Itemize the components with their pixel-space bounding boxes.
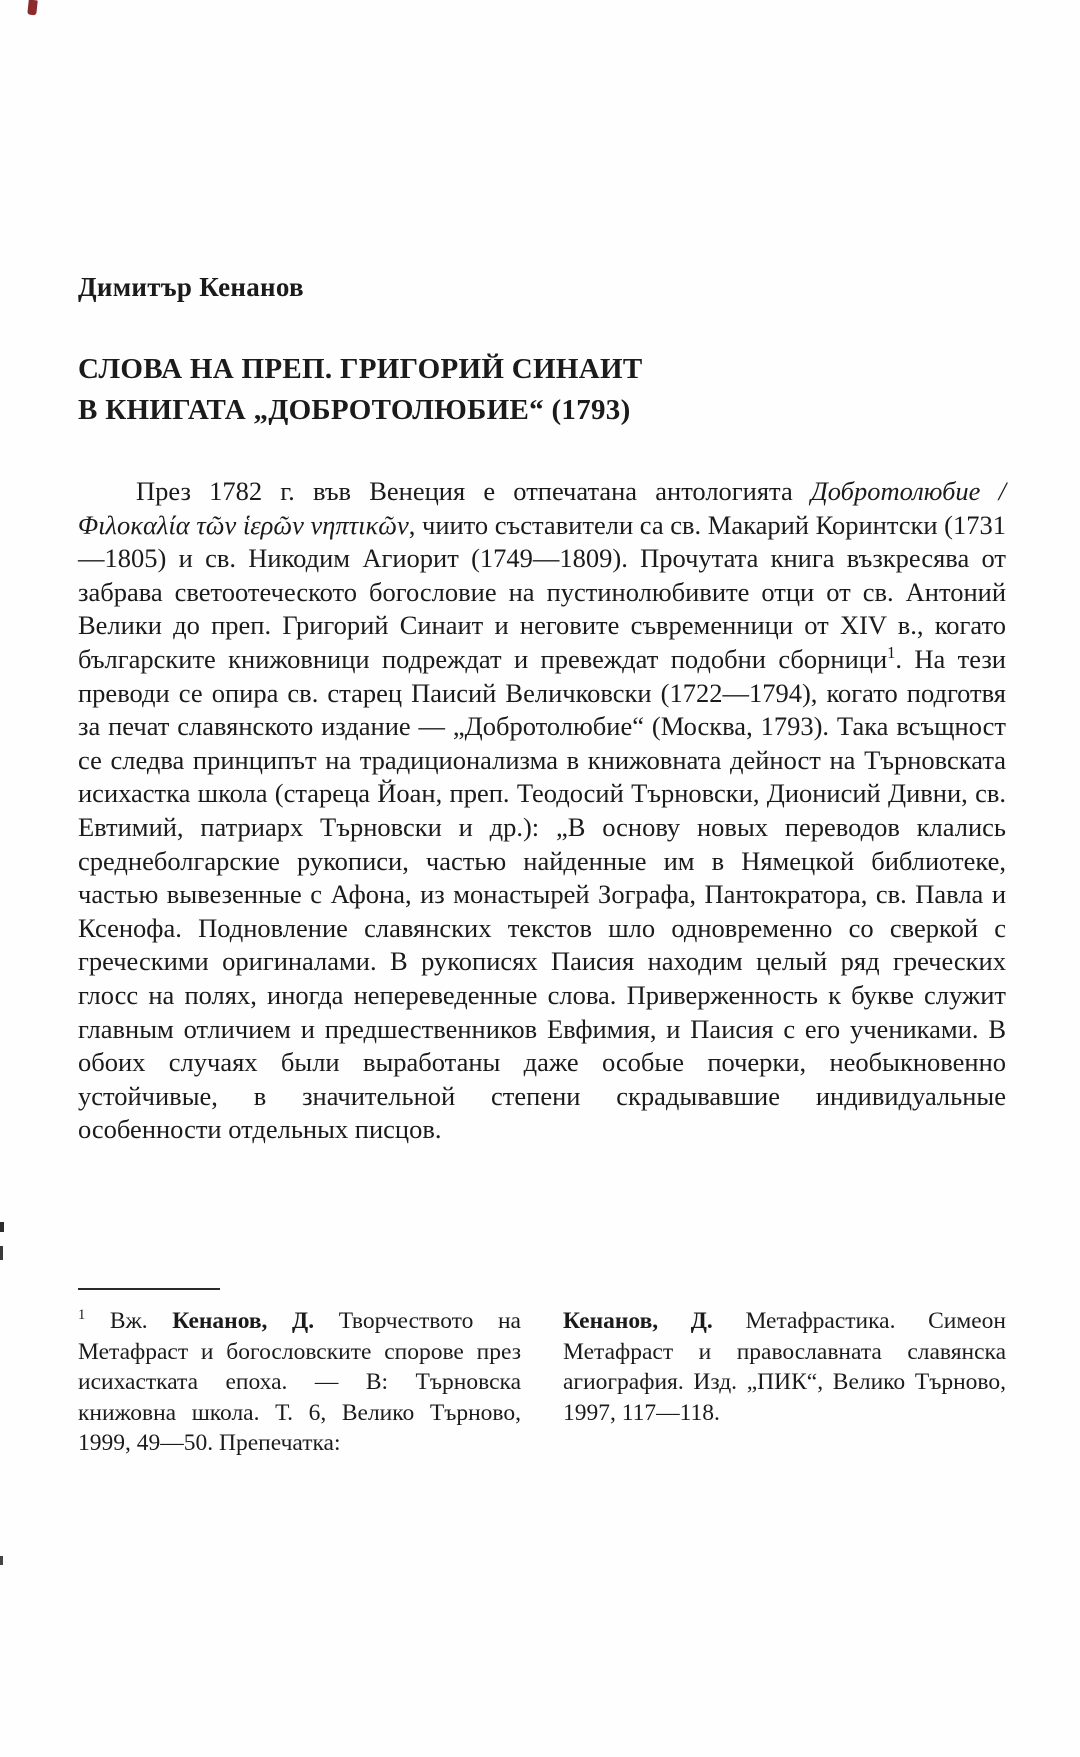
scan-artifact <box>27 0 38 15</box>
footnotes-section <box>78 1288 1006 1459</box>
title-line-1: СЛОВА НА ПРЕП. ГРИГОРИЙ СИНАИТ <box>78 353 643 385</box>
scan-artifact <box>0 1222 4 1232</box>
footnote-left-column: $^1$ Вж. Кенанов, Д. Творчеството на Метафраст и богословските спорове през исихастката епоха. — В: Търновска книжовна школа. Т. 6, Велико Търново, 1999, 49—50. Препечатка: <box>78 1307 521 1456</box>
title-line-2: В КНИГАТА „ДОБРОТОЛЮБИЕ“ (1793) <box>78 394 631 426</box>
footnote-right-column: Кенанов, Д. Метафрастика. Симеон Метафраст и православната славянска агиография. Изд. „ПИК“, Велико Търново, 1997, 117—118. <box>563 1308 1006 1426</box>
page-content <box>78 272 1006 1147</box>
article-title <box>78 349 1006 431</box>
scan-artifact <box>0 1246 3 1260</box>
author: Димитър Кенанов <box>78 272 304 302</box>
scan-artifact <box>0 1556 3 1565</box>
footnote-separator-rule <box>78 1288 220 1290</box>
footnote-columns <box>78 1306 1006 1459</box>
body-paragraph: През 1782 г. във Венеция е отпечатана антологията Добротолюбие / Φιλοκαλία τῶν ἱερῶν νηπτικῶν, чиито съставители са св. Макарий Коринтски (1731—1805) и св. Никодим Агиорит (1749—1809). Прочутата книга възкресява от забрава светоотеческото богословие на пустинолюбивите отци от св. Антоний Велики до преп. Григорий Синаит и неговите съвременници от XIV в., когато българските книжовници подреждат и превеждат подобни сборници$^1$. На тези преводи се опира св. старец Паисий Величковски (1722—1794), когато подготвя за печат славянското издание — „Добротолюбие“ (Москва, 1793). Така всъщност се следва принципът на традиционализма в книжовната дейност на Търновската исихастка школа (стареца Йоан, преп. Теодосий Търновски, Дионисий Дивни, св. Евтимий, патриарх Търновски и др.): „В основу новых переводов клались среднеболгарские рукописи, частью найденные им в Нямецкой библиотеке, частью вывезенные с Афона, из монастырей Зографа, Пантократора, св. Павла и Ксенофа. Подновление славянских текстов шло одновременно со сверкой с греческими оригиналами. В рукописях Паисия находим целый ряд греческих глосс на полях, иногда непереведенные слова. Приверженность к букве служит главным отличием и предшественников Евфимия, и Паисия с его учениками. В обоих случаях были выработаны даже особые почерки, необыкновенно устойчивые, в значительной степени скрадывавшие индивидуальные особенности отдельных писцов. <box>78 476 1006 1145</box>
